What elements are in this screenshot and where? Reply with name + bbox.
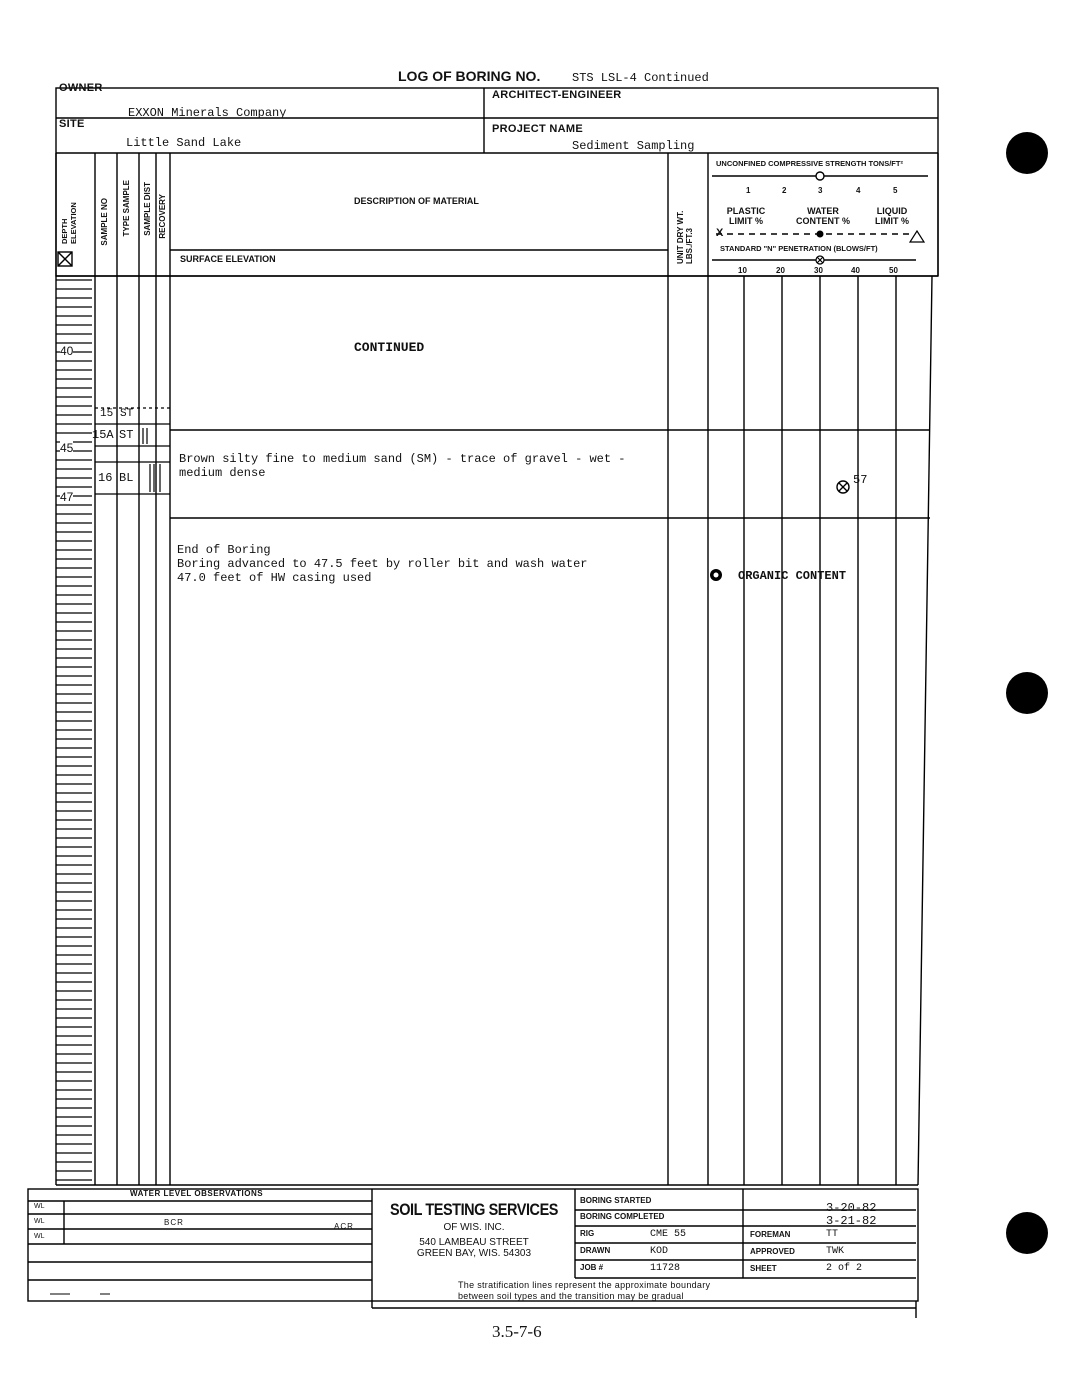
- stratification-note-line: The stratification lines represent the approximate boundary: [458, 1280, 711, 1290]
- drawn-label: DRAWN: [580, 1246, 611, 1255]
- stratification-note: [458, 1280, 710, 1302]
- sample-type: BL: [119, 471, 134, 485]
- layer-description-line: medium dense: [179, 466, 266, 480]
- job-label: JOB #: [580, 1263, 604, 1272]
- tick-label: 5: [893, 186, 898, 195]
- architect-label: ARCHITECT-ENGINEER: [492, 89, 622, 101]
- boring-started-label: BORING STARTED: [580, 1196, 652, 1205]
- bcr-label: BCR: [164, 1218, 184, 1227]
- wl-label: WL: [34, 1218, 45, 1225]
- continued-note: CONTINUED: [354, 340, 425, 355]
- depth-label: 45: [60, 441, 74, 455]
- boring-advance-note: Boring advanced to 47.5 feet by roller bit and wash water: [177, 557, 588, 571]
- boring-completed-label: BORING COMPLETED: [580, 1212, 665, 1221]
- x-marker: X: [716, 227, 724, 239]
- owner-label: OWNER: [59, 82, 103, 94]
- sample-type: ST: [120, 408, 134, 420]
- owner-value: EXXON Minerals Company: [128, 106, 287, 120]
- tick-label: 10: [738, 266, 747, 275]
- end-of-boring-notes: [177, 543, 587, 585]
- tick-label: 50: [889, 266, 898, 275]
- end-of-boring: End of Boring: [177, 543, 271, 557]
- company-name-2: OF WIS. INC.: [443, 1222, 505, 1233]
- site-value: Little Sand Lake: [126, 136, 242, 150]
- n-value: 57: [853, 473, 868, 487]
- job-value: 11728: [650, 1263, 681, 1274]
- type-sample-header: TYPE SAMPLE: [122, 180, 131, 237]
- rig-label: RIG: [580, 1229, 595, 1238]
- organic-content-legend: ORGANIC CONTENT: [738, 569, 847, 583]
- water-level-title: WATER LEVEL OBSERVATIONS: [130, 1189, 264, 1198]
- foreman-value: TT: [826, 1229, 839, 1240]
- surface-elevation-label: SURFACE ELEVATION: [180, 254, 276, 264]
- water-content-label: WATER CONTENT %: [796, 206, 850, 226]
- tick-label: 3: [818, 186, 823, 195]
- project-value: Sediment Sampling: [572, 139, 695, 153]
- depth-column-header: DEPTH ELEVATION: [60, 202, 78, 244]
- layer-description-line: Brown silty fine to medium sand (SM) - trace of gravel - wet -: [179, 452, 626, 466]
- liquid-limit-label: LIQUID LIMIT %: [875, 206, 909, 226]
- tick-label: 30: [814, 266, 823, 275]
- sample-no: 16: [98, 471, 113, 485]
- boring-started-value: 3-20-82: [826, 1201, 877, 1215]
- company-name: SOIL TESTING SERVICES: [389, 1200, 559, 1219]
- sample-type: ST: [119, 428, 134, 442]
- sample-dist-header: SAMPLE DIST: [143, 182, 152, 236]
- tick-label: 1: [746, 186, 751, 195]
- tick-label: 20: [776, 266, 785, 275]
- log-title-label: LOG OF BORING NO.: [398, 68, 541, 84]
- tick-label: 40: [851, 266, 860, 275]
- plastic-limit-label: PLASTIC LIMIT %: [726, 206, 766, 226]
- sample-no-header: SAMPLE NO: [100, 198, 109, 246]
- casing-note: 47.0 feet of HW casing used: [177, 571, 372, 585]
- foreman-label: FOREMAN: [750, 1230, 791, 1239]
- project-label: PROJECT NAME: [492, 123, 583, 135]
- tick-label: 4: [856, 186, 861, 195]
- acr-label: ACR: [334, 1222, 354, 1231]
- unit-dry-wt-header: UNIT DRY WT. LBS./FT.3: [676, 210, 694, 264]
- unconfined-strength-label: UNCONFINED COMPRESSIVE STRENGTH TONS/FT²: [716, 159, 903, 168]
- standard-penetration-label: STANDARD "N" PENETRATION (BLOWS/FT): [720, 244, 878, 253]
- description-header: DESCRIPTION OF MATERIAL: [354, 196, 479, 206]
- site-label: SITE: [59, 118, 85, 130]
- approved-label: APPROVED: [750, 1247, 795, 1256]
- boring-completed-value: 3-21-82: [826, 1214, 877, 1228]
- rig-value: CME 55: [650, 1229, 687, 1240]
- company-block: [374, 1200, 574, 1259]
- sample-no: 15A: [92, 428, 114, 442]
- company-address-1: 540 LAMBEAU STREET: [419, 1237, 529, 1248]
- sheet-value: 2 of 2: [826, 1263, 863, 1274]
- wl-label: WL: [34, 1203, 45, 1210]
- recovery-header: RECOVERY: [158, 194, 167, 239]
- depth-label: 40: [60, 344, 74, 358]
- boring-id: STS LSL-4 Continued: [572, 71, 709, 85]
- drawn-value: KOD: [650, 1246, 669, 1257]
- stratification-note-line: between soil types and the transition may be gradual: [458, 1291, 684, 1301]
- wl-label: WL: [34, 1233, 45, 1240]
- sheet-label: SHEET: [750, 1264, 777, 1273]
- approved-value: TWK: [826, 1246, 845, 1257]
- page-number: 3.5-7-6: [492, 1322, 542, 1341]
- layer-description: [179, 452, 625, 480]
- sample-no: 15: [100, 408, 114, 420]
- company-address-2: GREEN BAY, WIS. 54303: [416, 1248, 532, 1259]
- tick-label: 2: [782, 186, 787, 195]
- depth-label: 47: [60, 490, 74, 504]
